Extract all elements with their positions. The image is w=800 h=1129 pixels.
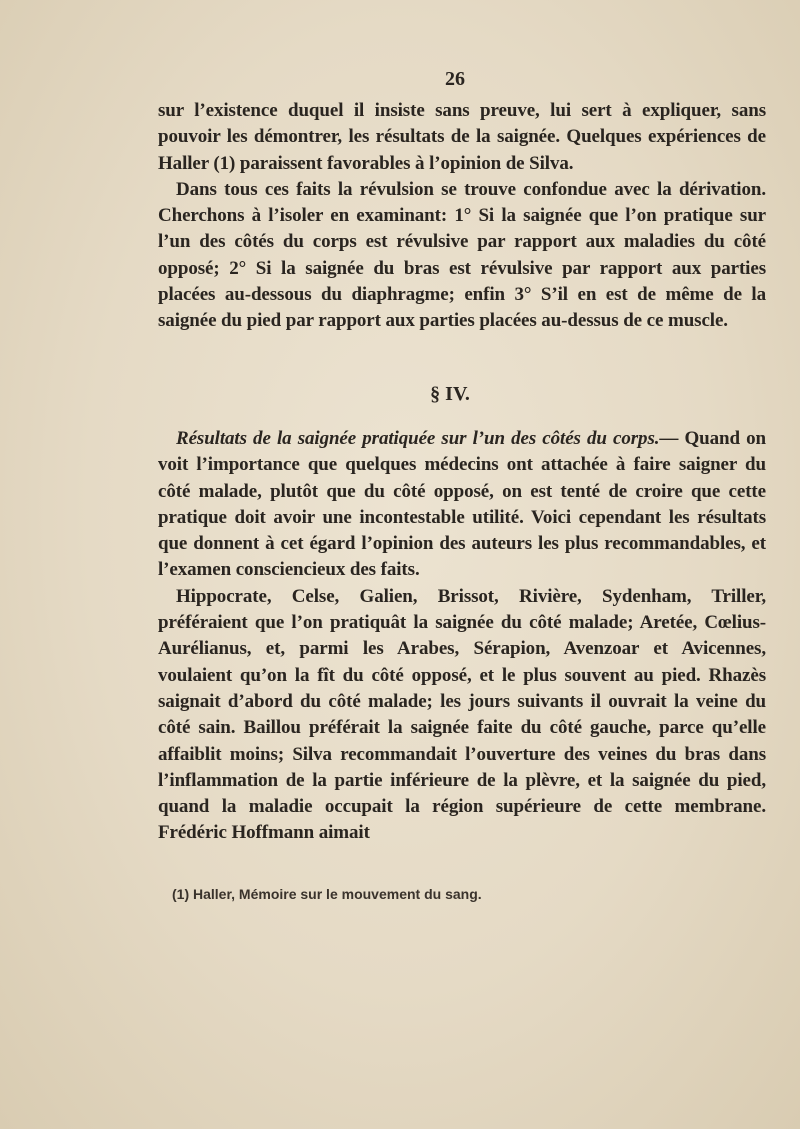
section-first-paragraph: Quand on voit l’importance que quelques médecins ont attachée à faire saigner du côté malade, plutôt que du côté opposé, on est tenté de croire que cette pratique doit avoir une incontestable utilité. Voici cependant les résultats que donnent à cet égard l’opinion des auteurs les plus recommandables, et l’examen consciencieux des faits. [158,428,766,581]
paragraph-section-intro [158,426,766,584]
text-block-top [158,98,766,335]
paragraph-continuation: sur l’existence duquel il insiste sans preuve, lui sert à expliquer, sans pouvoir les démontrer, les résultats de la saignée. Quelques expériences de Haller (1) paraissent favorables à l’opinion de Silva. [158,100,766,174]
section-title: Résultats de la saignée pratiquée sur l’un des côtés du corps. [176,428,660,449]
footnote: (1) Haller, Mémoire sur le mouvement du sang. [172,886,482,902]
paragraph-revulsion: Dans tous ces faits la révulsion se trouve confondue avec la dérivation. Cherchons à l’isoler en examinant: 1° Si la saignée que l’on pratique sur l’un des côtés du corps est révulsive par rapport aux maladies du côté opposé; 2° Si la saignée du bras est révulsive par rapport aux parties placées au-dessous du diaphragme; enfin 3° S’il en est de même de la saignée du pied par rapport aux parties placées au-dessus de ce muscle. [158,178,766,332]
paragraph-authors: Hippocrate, Celse, Galien, Brissot, Rivière, Sydenham, Triller, préféraient que l’on pratiquât la saignée du côté malade; Aretée, Cœlius-Aurélianus, et, parmi les Arabes, Sérapion, Avenzoar et Avicennes, voulaient qu’on la fît du côté opposé, et le plus souvent au pied. Rhazès saignait d’abord du côté malade; les jours suivants il ouvrait la veine du côté sain. Baillou préférait la saignée faite du côté gauche, parce qu’elle affaiblit moins; Silva recommandait l’ouverture des veines du bras dans l’inflammation de la partie inférieure de la plèvre, et la saignée du pied, quand la maladie occupait la région supérieure de cette membrane. Frédéric Hoffmann aimait [158,585,766,844]
text-block-section [158,426,766,847]
section-heading: § IV. [430,383,470,405]
page-number: 26 [445,68,465,90]
section-title-dash: — [659,428,679,449]
